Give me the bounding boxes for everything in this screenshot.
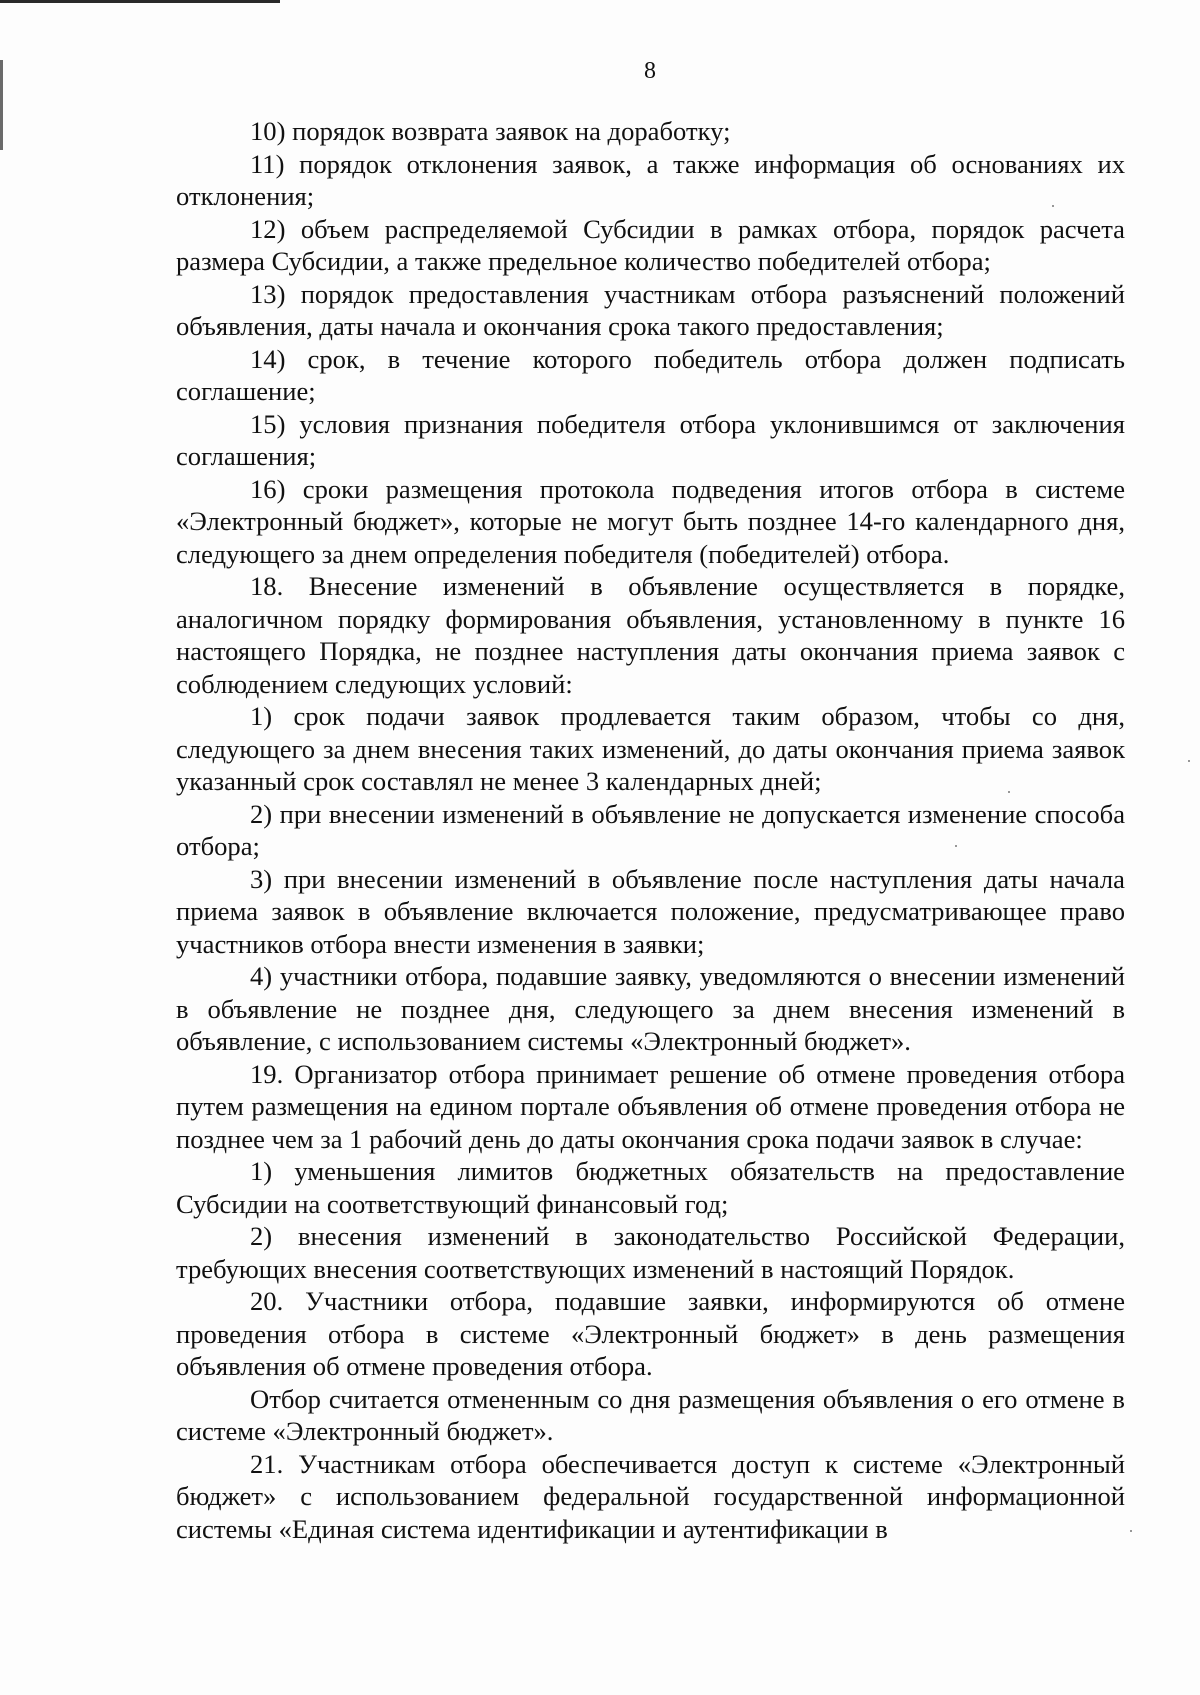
- paragraph-clause-20-note: Отбор считается отмененным со дня размещения объявления о его отмене в системе «Электронный бюджет».: [176, 1383, 1125, 1446]
- scan-speck: [1130, 1530, 1132, 1532]
- scan-speck: [1188, 760, 1190, 762]
- paragraph-clause-21: 21. Участникам отбора обеспечивается доступ к системе «Электронный бюджет» с использованием федеральной государственной информационной системы «Единая система идентификации и аутентификации в: [176, 1448, 1125, 1544]
- paragraph-clause-18-item-2: 2) при внесении изменений в объявление не допускается изменение способа отбора;: [176, 798, 1125, 861]
- paragraph-clause-18-item-4: 4) участники отбора, подавшие заявку, уведомляются о внесении изменений в объявление не позднее дня, следующего за днем внесения изменений в объявление, с использованием системы «Электронный бюджет».: [176, 961, 1125, 1056]
- paragraph-item-14: 14) срок, в течение которого победитель отбора должен подписать соглашение;: [176, 343, 1125, 406]
- paragraph-clause-19-item-2: 2) внесения изменений в законодательство Российской Федерации, требующих внесения соответствующих изменений в настоящий Порядок.: [176, 1221, 1125, 1284]
- paragraph-item-11: 11) порядок отклонения заявок, а также информация об основаниях их отклонения;: [176, 148, 1125, 211]
- scan-edge-top: [0, 0, 280, 3]
- paragraph-item-13: 13) порядок предоставления участникам отбора разъяснений положений объявления, даты начала и окончания срока такого предоставления;: [176, 278, 1125, 341]
- paragraph-clause-19-item-1: 1) уменьшения лимитов бюджетных обязательств на предоставление Субсидии на соответствующий финансовый год;: [176, 1156, 1125, 1219]
- paragraph-item-10: 10) порядок возврата заявок на доработку;: [250, 116, 731, 146]
- paragraph-item-12: 12) объем распределяемой Субсидии в рамках отбора, порядок расчета размера Субсидии, а также предельное количество победителей отбора;: [176, 213, 1125, 276]
- paragraph-clause-20: 20. Участники отбора, подавшие заявки, информируются об отмене проведения отбора в системе «Электронный бюджет» в день размещения объявления об отмене проведения отбора.: [176, 1286, 1125, 1381]
- paragraph-clause-18: 18. Внесение изменений в объявление осуществляется в порядке, аналогичном порядку формирования объявления, установленному в пункте 16 настоящего Порядка, не позднее наступления даты окончания приема заявок с соблюдением следующих условий:: [176, 571, 1125, 699]
- paragraph-clause-18-item-1: 1) срок подачи заявок продлевается таким образом, чтобы со дня, следующего за днем внесения таких изменений, до даты окончания приема заявок указанный срок составлял не менее 3 календарных дней;: [176, 701, 1125, 796]
- paragraph-clause-18-item-3: 3) при внесении изменений в объявление после наступления даты начала приема заявок в объявление включается положение, предусматривающее право участников отбора внести изменения в заявки;: [176, 863, 1125, 959]
- paragraph-item-15: 15) условия признания победителя отбора уклонившимся от заключения соглашения;: [176, 408, 1125, 471]
- page-number: 8: [644, 58, 656, 84]
- paragraph-item-16: 16) сроки размещения протокола подведения итогов отбора в системе «Электронный бюджет», которые не могут быть позднее 14-го календарного дня, следующего за днем определения победителя (победителей) отбора.: [176, 473, 1125, 569]
- paragraph-clause-19: 19. Организатор отбора принимает решение об отмене проведения отбора путем размещения на едином портале объявления об отмене проведения отбора не позднее чем за 1 рабочий день до даты окончания срока подачи заявок в случае:: [176, 1058, 1125, 1154]
- document-body: [176, 115, 1125, 1545]
